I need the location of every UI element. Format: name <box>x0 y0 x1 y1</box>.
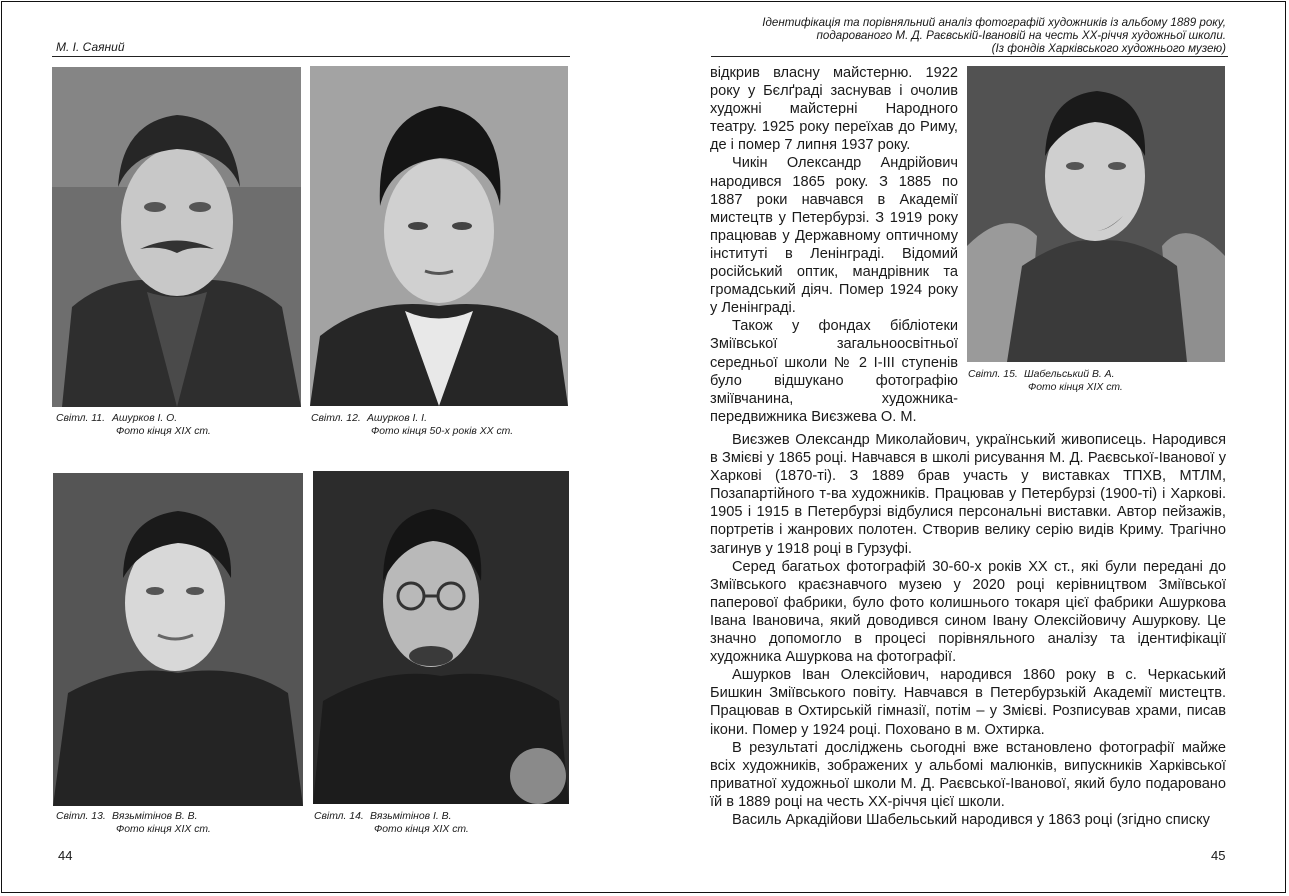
caption-number: Світл. 11. <box>56 413 105 424</box>
caption-date: Фото кінця XIX ст. <box>374 823 469 835</box>
photo-12 <box>310 66 568 406</box>
photo-13 <box>53 473 303 806</box>
photo-14 <box>313 471 569 804</box>
caption-date: Фото кінця XIX ст. <box>116 823 211 835</box>
caption-name: Вязьмітінов І. В. <box>370 811 452 822</box>
caption-number: Світл. 13. <box>56 811 106 822</box>
caption-number: Світл. 12. <box>311 413 361 424</box>
paragraph: Виєзжев Олександр Миколайович, український живописець. Народився в Змієві у 1865 році. Навчався в школі рисування М. Д. Раєвської-Іванової у Харкові (1870-ті). З 1889 брав участь у виставках ТПХВ, МТЛМ, Позапартійного т-ва художників. Працював у Петербурзі (1900-ті) і Харкові. 1905 і 1915 в Петербурзі відбулися персональні виставки. Автор пейзажів, портретів і жанрових полотен. Створив велику серію видів Криму. Трагічно загинув у 1918 році в Гурзуфі. <box>710 432 1226 557</box>
running-head-line-1: Ідентифікація та порівняльний аналіз фотографій художників із альбому 1889 року, <box>762 16 1226 29</box>
caption-date: Фото кінця 50-х років XX ст. <box>371 425 514 437</box>
paragraph: В результаті досліджень сьогодні вже встановлено фотографії майже всіх художників, зображених у альбомі малюнків, випускників Харківської приватної художньої школи М. Д. Раєвської-Іванової, який було подаровано їй в 1889 році на честь XX-річчя цієї школи. <box>710 739 1226 810</box>
header-rule <box>52 56 570 57</box>
caption-12 <box>311 413 513 438</box>
caption-number: Світл. 15. <box>968 369 1018 380</box>
caption-date: Фото кінця XIX ст. <box>116 425 211 437</box>
caption-name: Ашурков І. О. <box>112 413 178 424</box>
paragraph: відкрив власну майстерню. 1922 року у Бєлґраді заснував і очолив художні майстерні Народного театру. 1925 року переїхав до Риму, де і помер 7 липня 1937 року. <box>710 65 958 154</box>
photo-15 <box>967 66 1225 362</box>
right-page <box>644 0 1289 896</box>
column-text <box>710 64 958 426</box>
caption-name: Вязьмітінов В. В. <box>112 811 198 822</box>
running-head-left: М. І. Саяний <box>56 40 125 54</box>
caption-name: Ашурков І. І. <box>367 413 427 424</box>
caption-13 <box>56 811 211 836</box>
caption-date: Фото кінця XIX ст. <box>1028 381 1123 393</box>
body-text <box>710 431 1226 829</box>
page-number-left: 44 <box>58 848 73 863</box>
photo-11 <box>52 67 301 407</box>
running-head-line-2: подарованого М. Д. Раєвській-Івановій на честь XX-річчя художньої школи. <box>816 29 1226 42</box>
paragraph: Серед багатьох фотографій 30-60-х років XX ст., які були передані до Зміївського краєзнавчого музею у 2020 році керівництвом Зміївської паперової фабрики, було фото колишнього токаря цієї фабрики Ашуркова Івана Івановича, який доводився сином Івану Олексійовичу Ашуркову. Це значно допомогло в процесі порівняльного аналізу та ідентифікації художника Ашуркова на фотографії. <box>710 558 1226 666</box>
paragraph: Ашурков Іван Олексійович, народився 1860 року в с. Черкаський Бишкин Зміївського повіту. Навчався в Петербурзькій Академії мистецтв. Працював в Охтирській гімназії, потім – у Змієві. Розписував храми, писав ікони. Помер у 1924 році. Поховано в м. Охтирка. <box>710 667 1226 738</box>
paragraph: Василь Аркадійови Шабельський народився у 1863 році (згідно списку <box>732 811 1210 828</box>
caption-14 <box>314 811 469 836</box>
left-page <box>0 0 644 896</box>
caption-15 <box>968 369 1123 394</box>
running-head-line-3: (Із фондів Харківського художнього музею) <box>991 42 1226 55</box>
paragraph: Також у фондах бібліотеки Зміївської загальноосвітньої середньої школи № 2 І-ІІІ ступенів було відшукано фотографію зміївчанина, художника-передвижника Виєзжева О. М. <box>710 318 958 425</box>
caption-name: Шабельський В. А. <box>1024 369 1115 380</box>
caption-number: Світл. 14. <box>314 811 364 822</box>
page-number-right: 45 <box>1211 848 1226 863</box>
caption-11 <box>56 413 211 438</box>
paragraph: Чикін Олександр Андрійович народився 1865 року. З 1885 по 1887 роки навчався в Академії мистецтв у Петербурзі. З 1919 року працював у Державному оптичному інституті в Ленінграді. Відомий російський оптик, мандрівник та громадський діяч. Помер 1924 року у Ленінграді. <box>710 155 958 317</box>
running-head-right <box>666 16 1226 55</box>
header-rule <box>711 56 1228 57</box>
